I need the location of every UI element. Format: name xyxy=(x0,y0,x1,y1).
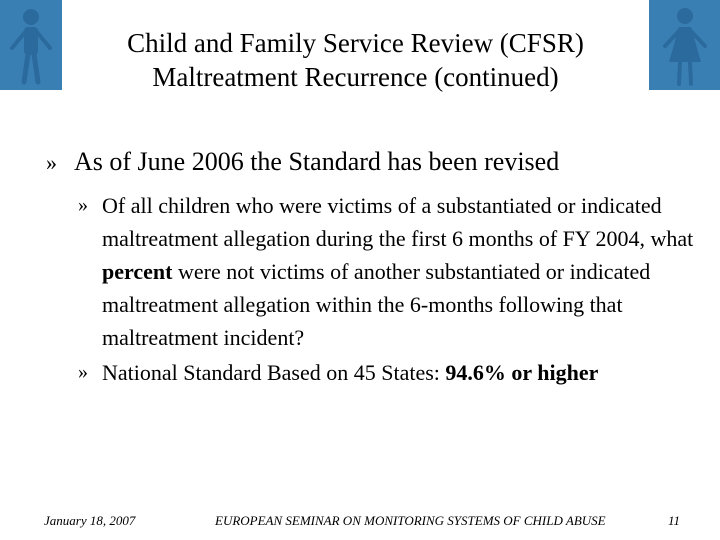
sub-bullet-marker: » xyxy=(78,361,88,383)
sub-bullet-list xyxy=(78,189,698,391)
sub-bullet-1 xyxy=(78,189,698,354)
main-bullet xyxy=(46,146,706,179)
sub-bullet-1-text-start: Of all children who were victims of a substantiated or indicated maltreatment allegation during the first 6 months of FY 2004, what xyxy=(102,193,694,251)
sub-bullet-1-emphasis: percent xyxy=(102,259,173,284)
sub-bullet-marker: » xyxy=(78,194,88,216)
footer-date: January 18, 2007 xyxy=(44,513,136,528)
sub-bullet-2-text-start: National Standard Based on 45 States: xyxy=(102,360,446,385)
boy-figure-icon xyxy=(0,0,62,90)
footer-seminar-title: EUROPEAN SEMINAR ON MONITORING SYSTEMS OF CHILD ABUSE xyxy=(215,513,606,528)
slide-title xyxy=(62,26,649,94)
sub-bullet-2-emphasis: 94.6% or higher xyxy=(445,360,599,385)
slide-title-line-2: Maltreatment Recurrence (continued) xyxy=(152,62,559,92)
girl-figure-icon xyxy=(649,0,720,90)
sub-bullet-1-text-end: were not victims of another substantiated or indicated maltreatment allegation within the 6-months following that maltreatment incident? xyxy=(102,259,651,350)
footer-page-number: 11 xyxy=(668,513,681,528)
sub-bullet-2 xyxy=(78,356,698,389)
main-bullet-text: As of June 2006 the Standard has been revised xyxy=(74,147,560,176)
bullet-marker: » xyxy=(46,150,57,175)
slide-title-line-1: Child and Family Service Review (CFSR) xyxy=(127,28,584,58)
